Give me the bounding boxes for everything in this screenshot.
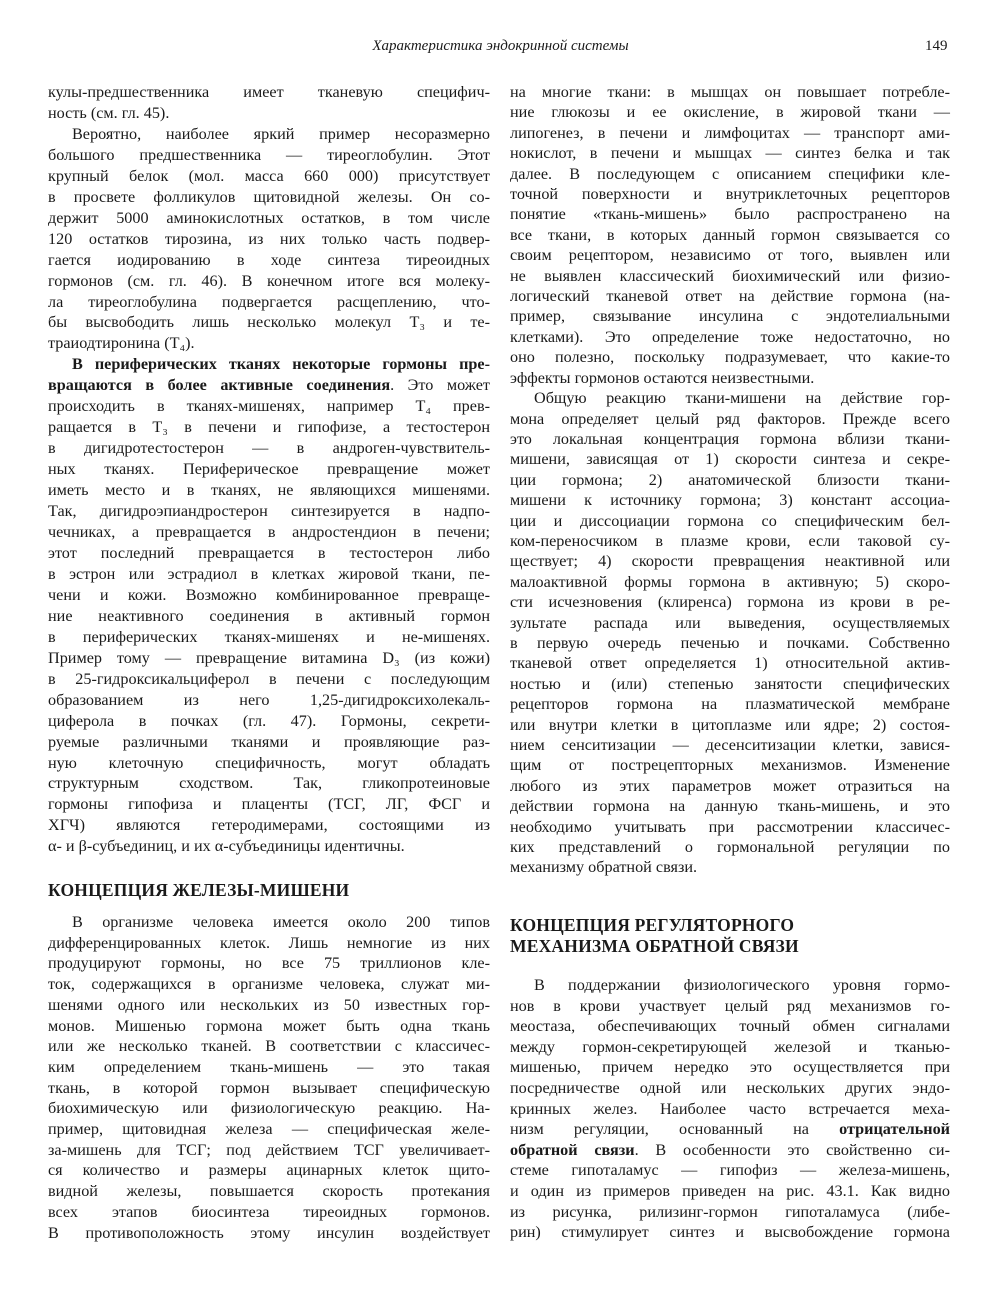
text-line: пример, щитовидная железа — специфическая желе- — [48, 1120, 490, 1139]
text-line: гормонов (см. гл. 46). В конечном итоге вся молеку- — [48, 271, 490, 290]
text-line: Общую реакцию ткани-мишени на действие гор- — [534, 389, 950, 408]
left-column-text — [48, 82, 490, 857]
paragraph — [48, 124, 490, 354]
text-line — [48, 375, 490, 396]
section-feedback-text — [510, 975, 950, 1243]
text-line: Вероятно, наиболее яркий пример несоразмерно — [72, 124, 490, 143]
text-line: и один из примеров приведен на рис. 43.1. Как видно — [510, 1181, 950, 1200]
text-line: ние глюкозы и ее окисление, в жировой ткани — — [510, 103, 950, 122]
text-line: руемые различными тканями и проявляющие раз- — [48, 732, 490, 751]
text-line: действии гормона на данную ткань-мишень, и это — [510, 797, 950, 816]
text-line: ла тиреоглобулина подвергается расщеплению, что- — [48, 292, 490, 311]
text-line: или же несколько тканей. В соответствии с классичес- — [48, 1037, 490, 1056]
text-line: все ткани, в которых данный гормон связывается со — [510, 225, 950, 244]
text-line: ткань, в которой гормон вызывает специфическую — [48, 1078, 490, 1097]
bold-text: отрицательной — [839, 1120, 950, 1139]
text-line: малоактивной формы гормона в активную; 5) скоро- — [510, 572, 950, 591]
text-line: кринных желез. Наиболее часто встречается меха- — [510, 1099, 950, 1118]
text-line: липогенез, в печени и лимфоцитах — транспорт ами- — [510, 123, 950, 142]
text-line: В организме человека имеется около 200 типов — [72, 913, 490, 931]
text-line: своим рецептором, независимо от того, выявлен или — [510, 246, 950, 265]
text-line: чени и кожи. Возможно комбинированное превраще- — [48, 585, 490, 604]
section-heading-feedback — [510, 915, 799, 957]
heading-line: МЕХАНИЗМА ОБРАТНОЙ СВЯЗИ — [510, 936, 799, 956]
text-line: или внутри клетки в цитоплазме или ядре; 2) состоя- — [510, 715, 950, 734]
text-line — [510, 1140, 950, 1161]
text-line — [510, 1119, 950, 1140]
paragraph — [510, 388, 950, 878]
text-line: между гормон-секретирующей железой и тканью- — [510, 1037, 950, 1056]
text-line: в дигидротестостерон — в андроген-чувствитель- — [48, 439, 490, 458]
text-line: ние неактивного соединения в активный гормон — [48, 606, 490, 625]
text-line: в первую очередь печенью и почками. Собственно — [510, 633, 950, 652]
text-line: 120 остатков тирозина, из них только часть подвер- — [48, 229, 490, 248]
text-line: из рисунка, рилизинг-гормон гипоталамуса (либе- — [510, 1202, 950, 1221]
text-line — [48, 354, 490, 375]
running-head: Характеристика эндокринной системы — [372, 38, 629, 54]
text-line: щим от пострецепторных механизмов. Изменение — [510, 756, 950, 775]
paragraph — [510, 82, 950, 388]
section-target-gland-text — [48, 912, 490, 1243]
text-line: В противоположность этому инсулин воздействует — [48, 1223, 490, 1242]
text-line: на многие ткани: в мышцах он повышает потребле- — [510, 83, 950, 101]
text-line: бы высвободить лишь несколько молекул T₃ и те- — [48, 313, 490, 332]
text-line: ком-переносчиком в плазме крови, если таковой су- — [510, 531, 950, 550]
text-line: мона определяет целый ряд факторов. Прежде всего — [510, 409, 950, 428]
text-line: далее. В последующем с описанием специфики кле- — [510, 164, 950, 183]
text-line: ществует; 4) скорости превращения неактивной или — [510, 552, 950, 571]
text-line: механизму обратной связи. — [510, 858, 698, 877]
text-line: ции и диссоциации гормона со специфическим бел- — [510, 511, 950, 530]
text-line: ким определением ткань-мишень — это такая — [48, 1057, 490, 1076]
text-line: пример, связывание инсулина с эндотелиальными — [510, 307, 950, 326]
text-line: рецепторов гормона на плазматической мембране — [510, 695, 950, 714]
text-line: большого предшественника — тиреоглобулин. Этот — [48, 145, 490, 164]
text-line: биохимическую или физиологическую реакцию. На- — [48, 1099, 490, 1118]
text-line: рин) стимулирует синтез и высвобождение гормона — [510, 1223, 950, 1242]
text-line: кулы-предшественника имеет тканевую специфич- — [48, 83, 490, 101]
text-line: это локальная концентрация гормона вблизи ткани- — [510, 429, 950, 448]
text-line: мишенью, причем нередко это осуществляется при — [510, 1058, 950, 1077]
text-line: ращается в T₃ в печени и гипофизе, а тестостерон — [48, 418, 490, 437]
text-line: нокислот, в печени и мышцах — синтез белка и так — [510, 144, 950, 163]
paragraph — [48, 82, 490, 124]
text-line: всех этапов биосинтеза тиреоидных гормонов. — [48, 1202, 490, 1221]
text-line: происходить в тканях-мишенях, например T₄ прев- — [48, 397, 490, 416]
text-line: зультате распада или выведения, осуществляемых — [510, 613, 950, 632]
text-line: держит 5000 аминокислотных остатков, в том числе — [48, 208, 490, 227]
text-line: нов в крови участвует целый ряд механизмов го- — [510, 996, 950, 1015]
text-line: Пример тому — превращение витамина D₃ (из кожи) — [48, 648, 490, 667]
text-line: точной поверхности и внутриклеточных рецепторов — [510, 185, 950, 204]
text-line: видной железы, повышается скорость протекания — [48, 1182, 490, 1201]
text-line: этот последний превращается в тестостерон либо — [48, 543, 490, 562]
text-line: ких представлений о гормональной регуляции по — [510, 838, 950, 857]
text-line: ХГЧ) являются гетеродимерами, состоящими из — [48, 816, 490, 835]
text-line: меостаза, обеспечивающих точный обмен сигналами — [510, 1017, 950, 1036]
text-line: логический тканевой ответ на действие гормона (на- — [510, 287, 950, 306]
bold-text: вращаются в более активные соединения — [48, 376, 391, 395]
bold-text: обратной связи — [510, 1140, 635, 1159]
text-line: гается иодированию в ходе синтеза тиреоидных — [48, 250, 490, 269]
text-line: оно полезно, поскольку подразумевает, что какие-то — [510, 348, 950, 367]
text-line: крупный белок (мол. масса 660 000) присутствует — [48, 166, 490, 185]
text-line: иметь место и в тканях, не являющихся мишенями. — [48, 481, 490, 500]
text-run: . В особенности это свойственно си- — [634, 1140, 950, 1159]
text-line: посредничестве одной или нескольких других эндо- — [510, 1078, 950, 1097]
text-line: эффекты гормонов остаются неизвестными. — [510, 368, 815, 387]
text-line: ных тканях. Периферическое превращение может — [48, 460, 490, 479]
text-line: В поддержании физиологического уровня гормо- — [534, 976, 950, 994]
text-line: образованием из него 1,25-дигидроксихолекаль- — [48, 690, 490, 709]
text-line: монов. Мишенью гормона может быть одна ткань — [48, 1016, 490, 1035]
text-line: необходимо учитывать при рассмотрении классичес- — [510, 817, 950, 836]
text-line: в эстрон или эстрадиол в клетках жировой ткани, пе- — [48, 564, 490, 583]
text-line: стеме гипоталамус — гипофиз — железа-мишень, — [510, 1161, 950, 1180]
text-line: ток, содержащихся в организме человека, служат ми- — [48, 975, 490, 994]
text-line: в 25-гидроксикальциферол в печени с последующим — [48, 669, 490, 688]
text-line: шенями одного или нескольких из 50 известных гор- — [48, 995, 490, 1014]
text-line: сти исчезновения (клиренса) гормона из крови в ре- — [510, 593, 950, 612]
text-line: в периферических тканях-мишенях и не-мишенях. — [48, 627, 490, 646]
right-column-text — [510, 82, 950, 878]
paragraph — [48, 912, 490, 1243]
text-line: дифференцированных клеток. Лишь немногие из них — [48, 933, 490, 952]
text-line: ностью и (или) степенью занятости специфических — [510, 674, 950, 693]
paragraph — [48, 354, 490, 857]
text-line: клетками). Это определение тоже недостаточно, но — [510, 327, 950, 346]
text-line: чечниках, а превращается в андростендион в печени; — [48, 523, 490, 542]
text-line: понятие «ткань-мишень» было распространено на — [510, 205, 950, 224]
text-line: циферола в почках (гл. 47). Гормоны, секрети- — [48, 711, 490, 730]
text-line: структурным сходством. Так, гликопротеиновые — [48, 774, 490, 793]
text-run: низм регуляции, основанный на — [510, 1120, 840, 1139]
text-line: α- и β-субъединиц, и их α-субъединицы идентичны. — [48, 837, 405, 856]
bold-text: В периферических тканях некоторые гормоны пре- — [72, 355, 490, 374]
text-line: продуцируют гормоны, но все 75 триллионов кле- — [48, 954, 490, 973]
text-line: тканевой ответ определяется 1) относительной актив- — [510, 654, 950, 673]
text-line: мишени к источнику гормона; 3) констант ассоциа- — [510, 491, 950, 510]
heading-line: КОНЦЕПЦИЯ РЕГУЛЯТОРНОГО — [510, 915, 795, 935]
text-run: . Это может — [390, 376, 490, 395]
text-line: в просвете фолликулов щитовидной железы. Он со- — [48, 187, 490, 206]
text-line: Так, дигидроэпиандростерон синтезируется в надпо- — [48, 502, 490, 521]
text-line: ции гормона; 2) анатомической близости ткани- — [510, 470, 950, 489]
text-line: гормоны гипофиза и плаценты (ТСГ, ЛГ, ФСГ и — [48, 795, 490, 814]
section-heading-target-gland: КОНЦЕПЦИЯ ЖЕЛЕЗЫ-МИШЕНИ — [48, 880, 350, 900]
text-line: ность (см. гл. 45). — [48, 103, 170, 122]
text-line: за-мишень для ТСГ; под действием ТСГ увеличивает- — [48, 1140, 490, 1159]
text-line: траиодтиронина (T₄). — [48, 334, 195, 353]
paragraph — [510, 975, 950, 1243]
text-line: не выявлен классический биохимический или физио- — [510, 266, 950, 285]
text-line: ную клеточную специфичность, могут обладать — [48, 753, 490, 772]
text-line: мишени, зависящая от 1) скорости синтеза и секре- — [510, 450, 950, 469]
page-number: 149 — [925, 38, 948, 54]
text-line: ся количество и размеры ацинарных клеток щито- — [48, 1161, 490, 1180]
text-line: нием сенситизации — десенситизации клетки, завися- — [510, 736, 950, 754]
text-line: любого из этих параметров может отразиться на — [510, 776, 950, 795]
